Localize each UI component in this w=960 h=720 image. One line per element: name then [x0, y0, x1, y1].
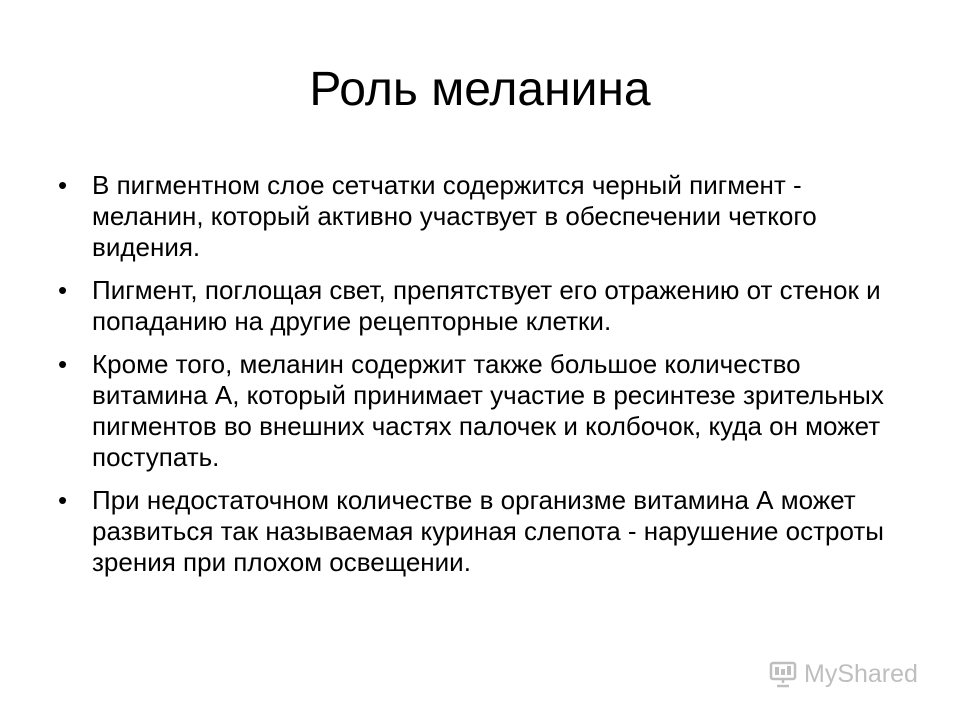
bullet-item: [56, 485, 916, 578]
bullet-text: В пигментном слое сетчатки содержится черный пигмент - меланин, который активно участвует в обеспечении четкого видения.: [92, 170, 817, 262]
bullet-text: Кроме того, меланин содержит также большое количество витамина А, который принимает участие в ресинтезе зрительных пигментов во внешних частях палочек и колбочок, куда он может поступать.: [92, 349, 884, 472]
bullet-item: [56, 275, 916, 337]
bullet-list: [56, 170, 916, 590]
bullet-item: [56, 349, 916, 473]
bullet-marker: •: [58, 485, 68, 515]
bullet-text: При недостаточном количестве в организме витамина А может развиться так называемая куриная слепота - нарушение остроты зрения при плохом освещении.: [92, 485, 884, 577]
bullet-marker: •: [58, 170, 68, 200]
bullet-item: [56, 170, 916, 263]
slide-title: Роль меланина: [309, 63, 651, 116]
watermark-logo: [768, 654, 938, 694]
presentation-board-icon: [768, 659, 798, 689]
bullet-text: Пигмент, поглощая свет, препятствует его отражению от стенок и попаданию на другие рецепторные клетки.: [92, 275, 881, 336]
bullet-marker: •: [58, 275, 68, 305]
watermark-text: MyShared: [804, 659, 918, 688]
bullet-marker: •: [58, 349, 68, 379]
